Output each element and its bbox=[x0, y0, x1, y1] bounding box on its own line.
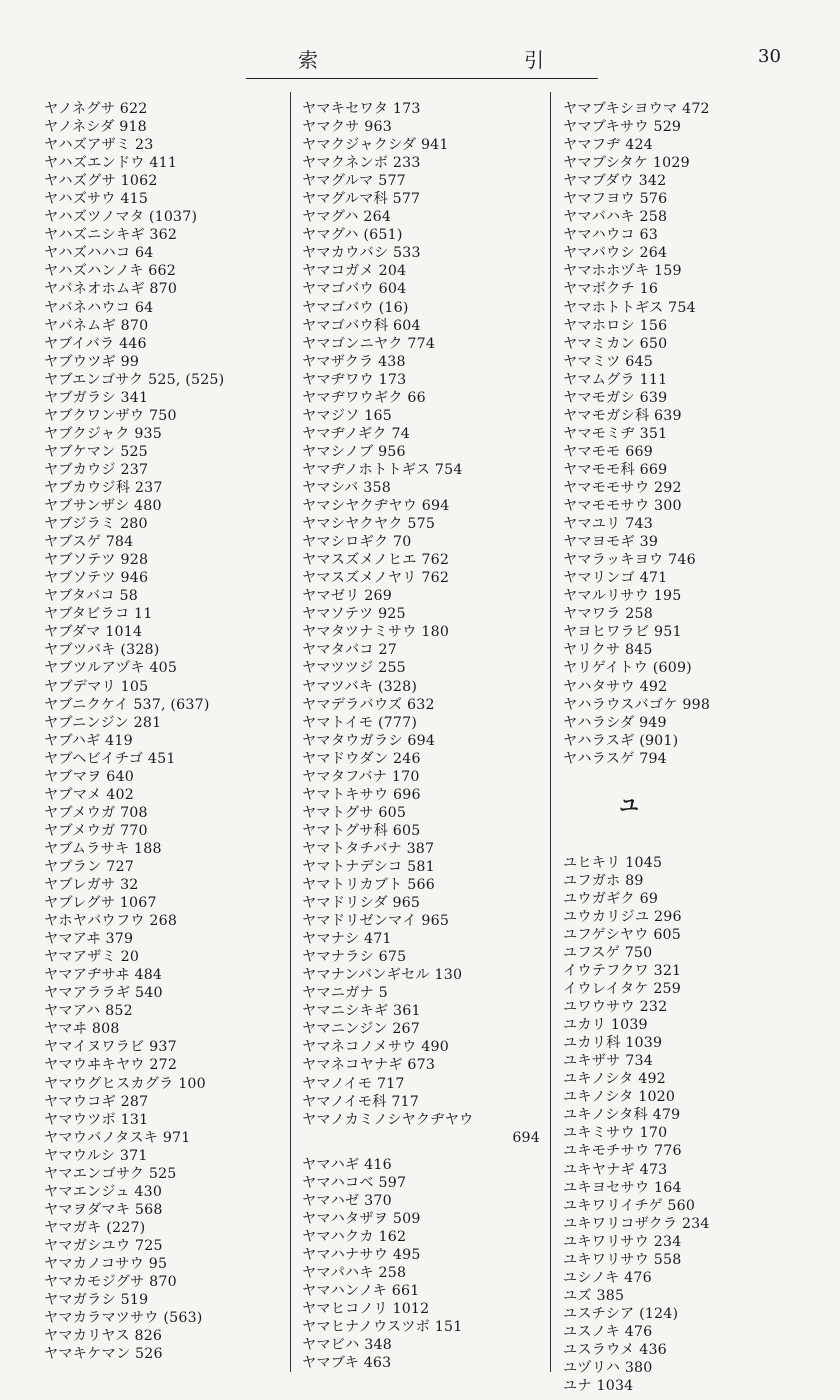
index-entry: ヤマシバ 358 bbox=[302, 479, 391, 496]
index-entry: ヤマユリ 743 bbox=[563, 516, 653, 533]
index-entry: ヤマラッキヨウ 746 bbox=[563, 552, 696, 569]
index-entry: ヤマゴバウ (16) bbox=[302, 299, 409, 316]
index-entry: ヤマウヰキヤウ 272 bbox=[44, 1057, 178, 1074]
index-entry: ヤブレガサ 32 bbox=[44, 877, 139, 894]
index-entry: ヤハラウスバゴケ 998 bbox=[563, 696, 711, 713]
index-entry: ヤマドリゼンマイ 965 bbox=[302, 913, 450, 930]
column-divider bbox=[550, 92, 551, 1372]
index-entry: ヤマモミヂ 351 bbox=[563, 425, 668, 442]
index-entry: ヤマカリヤス 826 bbox=[44, 1328, 163, 1345]
index-entry: ヤノネグサ 622 bbox=[44, 101, 148, 117]
index-entry: ヤブソテツ 946 bbox=[44, 570, 149, 587]
index-entry: ヤリクサ 845 bbox=[563, 642, 653, 659]
index-entry: ヤマハゼ 370 bbox=[302, 1192, 392, 1209]
index-entry: ヤマビハ 348 bbox=[302, 1337, 392, 1354]
page-number: 30 bbox=[758, 46, 781, 67]
index-entry: ヤマエンゴサク 525 bbox=[44, 1165, 177, 1182]
index-entry: ヤマゴバウ 604 bbox=[302, 281, 407, 298]
index-entry: イウテフクワ 321 bbox=[563, 963, 682, 980]
section-heading: ユ bbox=[619, 792, 639, 817]
index-entry: ヤマツツジ 255 bbox=[302, 660, 406, 677]
index-entry: ヤマスズメノヒエ 762 bbox=[302, 552, 450, 569]
index-entry: ヤマキケマン 526 bbox=[44, 1346, 163, 1363]
index-entry: ヤマヂワウ 173 bbox=[302, 371, 407, 388]
index-entry: ヤマウグヒスカグラ 100 bbox=[44, 1075, 206, 1092]
index-entry: ヤマアヂサヰ 484 bbox=[44, 967, 163, 984]
index-entry: ヤマシヤクヤク 575 bbox=[302, 516, 436, 533]
index-entry: ヤマハコベ 597 bbox=[302, 1174, 407, 1191]
index-entry: ヤマヲダマキ 568 bbox=[44, 1201, 163, 1218]
index-entry: ヤバネハウコ 64 bbox=[44, 299, 154, 316]
index-entry: ヤマガシユウ 725 bbox=[44, 1237, 163, 1254]
index-entry: ヤマドリシダ 965 bbox=[302, 895, 421, 912]
index-entry: ヤマヒナノウスツボ 151 bbox=[302, 1319, 463, 1336]
spacer bbox=[302, 1147, 540, 1156]
index-entry: ヤマキセワタ 173 bbox=[302, 101, 421, 117]
index-entry: ヤマウバノタスキ 971 bbox=[44, 1129, 191, 1146]
index-entry: ヤブラン 727 bbox=[44, 858, 134, 875]
index-entry: ヤマハタザヲ 509 bbox=[302, 1210, 421, 1227]
index-entry-wrapped bbox=[302, 1111, 540, 1147]
index-entry: ヤマモモサウ 300 bbox=[563, 498, 682, 515]
index-entry: ヤマゴバウ科 604 bbox=[302, 317, 421, 334]
index-entry: ユフスゲ 750 bbox=[563, 944, 653, 961]
index-entry: ヤマブキシヨウマ 472 bbox=[563, 101, 710, 117]
index-entry: ヤブカウジ 237 bbox=[44, 461, 149, 478]
index-entry: ヤハズエンドウ 411 bbox=[44, 155, 178, 172]
index-entry: ヤマナラシ 675 bbox=[302, 949, 407, 966]
index-entry: ユヅリハ 380 bbox=[563, 1360, 653, 1377]
index-entry: ヤブガラシ 341 bbox=[44, 389, 149, 406]
index-entry: ヤブツルアヅキ 405 bbox=[44, 660, 178, 677]
index-entry: ヤマネコヤナギ 673 bbox=[302, 1057, 436, 1074]
index-entry: ヤバネオホムギ 870 bbox=[44, 281, 178, 298]
index-entry: ヤブデマリ 105 bbox=[44, 678, 149, 695]
index-entry: ヤマブダウ 342 bbox=[563, 173, 667, 190]
index-entry: ヤマグルマ科 577 bbox=[302, 191, 421, 208]
index-entry: ヤマゴンニヤク 774 bbox=[302, 335, 436, 352]
header-title-left: 索 bbox=[298, 48, 318, 72]
index-entry: ヤマガキ (227) bbox=[44, 1219, 146, 1236]
index-entry: ヤマタツナミサウ 180 bbox=[302, 624, 450, 641]
index-entry: ヤマハウコ 63 bbox=[563, 227, 658, 244]
index-entry: ヤマヂノギク 74 bbox=[302, 425, 410, 442]
index-entry: ヤブケマン 525 bbox=[44, 443, 148, 460]
index-entry: ヤブツバキ (328) bbox=[44, 642, 160, 659]
index-entry: ユキノシタ科 479 bbox=[563, 1107, 681, 1124]
index-entry: ヤブサンザシ 480 bbox=[44, 498, 162, 515]
index-entry: ヤリゲイトウ (609) bbox=[563, 660, 692, 677]
index-entry: ヤブカウジ科 237 bbox=[44, 479, 163, 496]
index-entry: ヤマヨモギ 39 bbox=[563, 534, 659, 551]
index-entry: ユキノシタ 492 bbox=[563, 1071, 666, 1088]
index-entry: ヤマクサ 963 bbox=[302, 119, 392, 136]
index-entry: ヤマタウガラシ 694 bbox=[302, 732, 436, 749]
index-entry: ヤマアヰ 379 bbox=[44, 931, 134, 948]
index-entry: ヤマソテツ 925 bbox=[302, 606, 406, 623]
index-entry: ヤマタフバナ 170 bbox=[302, 768, 420, 785]
index-entry: ヤブマメ 402 bbox=[44, 786, 134, 803]
index-entry: ヤマエンジュ 430 bbox=[44, 1183, 163, 1200]
index-entry: ヤマジソ 165 bbox=[302, 407, 392, 424]
index-entry: ヤハズサウ 415 bbox=[44, 191, 149, 208]
index-entry: ヤハズハンノキ 662 bbox=[44, 263, 176, 280]
index-entry: ヤマブキ 463 bbox=[302, 1355, 392, 1372]
index-entry: ユウカリジユ 296 bbox=[563, 908, 682, 925]
index-entry: ヤマモガシ 639 bbox=[563, 389, 668, 406]
index-entry: ヤブウツギ 99 bbox=[44, 353, 140, 370]
index-entry: ヤブクワンザウ 750 bbox=[44, 407, 177, 424]
column-divider bbox=[290, 92, 291, 1372]
index-entry: ヤブタバコ 58 bbox=[44, 588, 138, 605]
index-entry: ユキノシタ 1020 bbox=[563, 1089, 676, 1106]
header-title-right: 引 bbox=[524, 48, 544, 72]
index-entry: ヤヨヒワラビ 951 bbox=[563, 624, 682, 641]
index-entry: ヤマクネンボ 233 bbox=[302, 155, 421, 172]
index-entry: ヤマヂノホトトギス 754 bbox=[302, 461, 463, 478]
index-entry: ユズ 385 bbox=[563, 1287, 625, 1304]
index-entry: ユキワリサウ 558 bbox=[563, 1251, 682, 1268]
index-entry: ユワウサウ 232 bbox=[563, 999, 668, 1016]
index-entry: ヤブムラサキ 188 bbox=[44, 840, 162, 857]
index-entry: ヤマシノブ 956 bbox=[302, 443, 406, 460]
index-entry: ヤマブシタケ 1029 bbox=[563, 155, 690, 172]
index-entry: ヤブソテツ 928 bbox=[44, 552, 149, 569]
index-entry: ヤマゼリ 269 bbox=[302, 588, 392, 605]
index-entry: ヤハズグサ 1062 bbox=[44, 173, 158, 190]
header-rule bbox=[246, 78, 598, 79]
index-entry: ユウガギク 69 bbox=[563, 890, 659, 907]
index-entry: ヤマナンバンギセル 130 bbox=[302, 967, 463, 984]
index-entry: ヤノネシダ 918 bbox=[44, 119, 147, 136]
index-entry-term: ヤマノカミノシヤクヂヤウ bbox=[302, 1111, 474, 1128]
index-entry: ヤブニクケイ 537, (637) bbox=[44, 696, 210, 713]
index-entry: ユフゲシヤウ 605 bbox=[563, 926, 682, 943]
index-column-2 bbox=[302, 100, 540, 1372]
index-entry: ヤマウルシ 371 bbox=[44, 1147, 148, 1164]
index-entry: ヤマホトトギス 754 bbox=[563, 299, 696, 316]
index-entry: ヤハズニシキギ 362 bbox=[44, 227, 178, 244]
index-entry: ヤハズハハコ 64 bbox=[44, 245, 154, 262]
index-entry: ヤマツバキ (328) bbox=[302, 678, 418, 695]
index-entry: ユキヤナギ 473 bbox=[563, 1161, 668, 1178]
index-entry: ヤブダマ 1014 bbox=[44, 624, 143, 641]
index-entry: ヤマミツ 645 bbox=[563, 353, 653, 370]
index-entry: ヤブクジャク 935 bbox=[44, 425, 163, 442]
index-entry: ヤマモモ科 669 bbox=[563, 461, 668, 478]
index-column-1 bbox=[44, 100, 284, 1363]
index-entry: ヤマグルマ 577 bbox=[302, 173, 406, 190]
index-entry: ヤマトタチバナ 387 bbox=[302, 840, 435, 857]
index-entry: ヤマハンノキ 661 bbox=[302, 1283, 420, 1300]
index-entry: ヤバネムギ 870 bbox=[44, 317, 149, 334]
index-entry: ヤマタバコ 27 bbox=[302, 642, 397, 659]
index-entry: ヤマスズメノヤリ 762 bbox=[302, 570, 450, 587]
index-entry: ヤマニシキギ 361 bbox=[302, 1003, 421, 1020]
index-entry: ヤマヂワウギク 66 bbox=[302, 389, 426, 406]
index-entry: ユキワリサウ 234 bbox=[563, 1233, 682, 1250]
index-entry: ヤマフヨウ 576 bbox=[563, 191, 668, 208]
index-entry: ヤマアララギ 540 bbox=[44, 985, 163, 1002]
index-entry: ヤマクジャクシダ 941 bbox=[302, 137, 449, 154]
index-entry: ヤマナシ 471 bbox=[302, 931, 392, 948]
index-entry: ヤマニガナ 5 bbox=[302, 985, 388, 1002]
index-entry: ヤマシヤクヂヤウ 694 bbox=[302, 498, 450, 515]
index-column-3 bbox=[563, 100, 833, 1395]
index-entry: ヤハラシダ 949 bbox=[563, 714, 667, 731]
index-entry: ヤブスゲ 784 bbox=[44, 534, 134, 551]
index-entry: ヤハラスゲ 794 bbox=[563, 750, 667, 767]
index-entry: ユキワリコザクラ 234 bbox=[563, 1215, 710, 1232]
index-entry: ヤマモモサウ 292 bbox=[563, 479, 682, 496]
index-entry: ヤブイバラ 446 bbox=[44, 335, 147, 352]
index-entry: ヤブマヲ 640 bbox=[44, 768, 134, 785]
index-entry: ヤマモガシ科 639 bbox=[563, 407, 682, 424]
index-entry: ヤマホロシ 156 bbox=[563, 317, 668, 334]
index-entry: ヤマザクラ 438 bbox=[302, 353, 406, 370]
index-entry: ヤマトグサ科 605 bbox=[302, 822, 421, 839]
index-entry: ヤマカラマツサウ (563) bbox=[44, 1310, 203, 1327]
index-entry: ヤマハクカ 162 bbox=[302, 1228, 407, 1245]
index-entry: ヤマハギ 416 bbox=[302, 1156, 392, 1173]
index-entry: ヤマヰ 808 bbox=[44, 1021, 120, 1038]
index-entry: ユナ 1034 bbox=[563, 1378, 634, 1395]
index-entry: ヤマデラバウズ 632 bbox=[302, 696, 435, 713]
index-entry: ヤマムグラ 111 bbox=[563, 371, 668, 388]
index-entry: ヤブタビラコ 11 bbox=[44, 606, 153, 623]
index-entry: ヤマハナサウ 495 bbox=[302, 1246, 421, 1263]
index-entry: ヤマリンゴ 471 bbox=[563, 570, 668, 587]
index-entry: ヤブニンジン 281 bbox=[44, 714, 162, 731]
index-entry: ヤマカノコサウ 95 bbox=[44, 1256, 168, 1272]
index-entry: ヤマフヂ 424 bbox=[563, 137, 653, 154]
index-entry: ヤマバハキ 258 bbox=[563, 209, 668, 226]
index-entry: ヤマボクチ 16 bbox=[563, 281, 659, 298]
index-entry: ヤハタサウ 492 bbox=[563, 678, 668, 695]
index-entry: ユシノキ 476 bbox=[563, 1269, 652, 1286]
index-entry: ヤマミカン 650 bbox=[563, 335, 668, 352]
index-entry: ヤマカモジグサ 870 bbox=[44, 1274, 177, 1291]
index-entry: ヤマワラ 258 bbox=[563, 606, 653, 623]
index-entry: ヤハズツノマタ (1037) bbox=[44, 209, 198, 226]
index-entry: ヤマカウバシ 533 bbox=[302, 245, 421, 262]
index-entry: ヤマブキサウ 529 bbox=[563, 119, 682, 136]
index-entry: ユスチシア (124) bbox=[563, 1305, 679, 1322]
index-entry: ユキミサウ 170 bbox=[563, 1125, 668, 1142]
index-entry: ヤマモモ 669 bbox=[563, 443, 653, 460]
index-entry: ヤマヒコノリ 1012 bbox=[302, 1301, 430, 1318]
index-entry: ユキワリイチゲ 560 bbox=[563, 1197, 696, 1214]
index-entry: ヤブエンゴサク 525, (525) bbox=[44, 371, 225, 388]
index-entry: ユスノキ 476 bbox=[563, 1323, 653, 1340]
index-entry: ヤマイヌワラビ 937 bbox=[44, 1039, 177, 1056]
index-entry: ユスラウメ 436 bbox=[563, 1342, 667, 1358]
index-entry-page: 694 bbox=[512, 1129, 540, 1146]
index-entry: ヤマトナデシコ 581 bbox=[302, 858, 435, 875]
index-entry: ヤブメウガ 770 bbox=[44, 822, 148, 839]
index-entry: ユキザサ 734 bbox=[563, 1053, 653, 1070]
index-entry: ヤマドウダン 246 bbox=[302, 750, 421, 767]
index-entry: ヤマグハ (651) bbox=[302, 227, 403, 244]
index-entry: ヤマバウシ 264 bbox=[563, 245, 668, 262]
index-entry: ヤマニンジン 267 bbox=[302, 1021, 421, 1038]
index-entry: ヤマガラシ 519 bbox=[44, 1292, 149, 1309]
index-entry: ヤマホホヅキ 159 bbox=[563, 263, 682, 280]
index-entry: ユカリ 1039 bbox=[563, 1017, 648, 1034]
index-entry: ヤマウコギ 287 bbox=[44, 1093, 149, 1110]
index-entry: ユフガホ 89 bbox=[563, 872, 644, 889]
index-entry: ヤマシロギク 70 bbox=[302, 534, 412, 551]
index-entry: ヤハラスギ (901) bbox=[563, 732, 679, 749]
index-entry: ヤマネコノメサウ 490 bbox=[302, 1039, 449, 1056]
index-entry: ヤマトキサウ 696 bbox=[302, 786, 421, 803]
index-entry: ヤマルリサウ 195 bbox=[563, 588, 682, 605]
index-entry: ヤマアハ 852 bbox=[44, 1003, 133, 1020]
index-entry: ヤブメウガ 708 bbox=[44, 804, 148, 821]
index-entry: ヤブハギ 419 bbox=[44, 732, 133, 749]
index-entry: ヤマコガメ 204 bbox=[302, 263, 407, 280]
index-entry: ヤブレグサ 1067 bbox=[44, 895, 157, 912]
index-entry: ヤマアザミ 20 bbox=[44, 949, 140, 966]
index-entry: ヤブヘビイチゴ 451 bbox=[44, 750, 176, 767]
index-entry: ヤホヤバウフウ 268 bbox=[44, 913, 178, 930]
index-entry: ヤマトリカブト 566 bbox=[302, 877, 435, 894]
index-entry: ヤブジラミ 280 bbox=[44, 516, 148, 533]
index-entry: ヤマノイモ科 717 bbox=[302, 1093, 420, 1110]
index-entry: ヤマウツボ 131 bbox=[44, 1111, 149, 1128]
index-entry: ヤマグハ 264 bbox=[302, 209, 392, 226]
index-entry: ヤマノイモ 717 bbox=[302, 1075, 405, 1092]
index-entry: ヤマパハキ 258 bbox=[302, 1265, 407, 1281]
index-entry: ユカリ科 1039 bbox=[563, 1035, 663, 1052]
index-entry: ヤハズアザミ 23 bbox=[44, 137, 154, 154]
index-entry: ヤマトグサ 605 bbox=[302, 804, 407, 821]
index-entry: ユヒキリ 1045 bbox=[563, 854, 663, 871]
index-entry: ユキモチサウ 776 bbox=[563, 1143, 682, 1160]
index-entry: ヤマトイモ (777) bbox=[302, 714, 418, 731]
index-entry: イウレイタケ 259 bbox=[563, 981, 682, 998]
index-entry: ユキヨセサウ 164 bbox=[563, 1179, 682, 1196]
